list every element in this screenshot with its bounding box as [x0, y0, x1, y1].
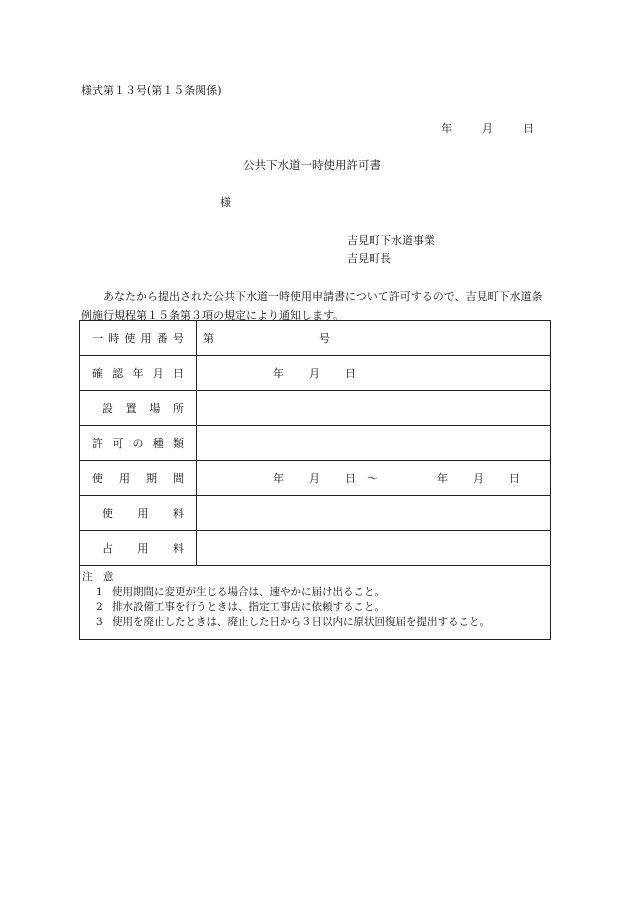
row-label-permit-number: 一時使用番号 — [80, 321, 197, 356]
table-row — [80, 496, 551, 531]
permit-number-suffix: 号 — [319, 332, 330, 345]
period-tilde: ～ — [367, 472, 378, 485]
note-text: 使用期間に変更が生じる場合は、速やかに届け出ること。 — [112, 586, 385, 598]
note-number: 3 — [96, 616, 103, 628]
issuer-title: 吉見町長 — [347, 252, 391, 265]
table-row — [80, 461, 551, 496]
table-row — [80, 356, 551, 391]
permit-number-cell — [197, 321, 551, 356]
issue-date-line — [441, 120, 534, 136]
row-label-usage-period: 使用期間 — [80, 461, 197, 496]
note-text: 使用を廃止したときは、廃止した日から３日以内に原状回復届を提出すること。 — [112, 616, 490, 628]
row-label-occupancy-fee: 占用料 — [80, 531, 197, 566]
note-item — [82, 615, 550, 630]
row-label-confirmation-date: 確認年月日 — [80, 356, 197, 391]
period-end-day-label: 日 — [509, 472, 520, 485]
addressee-suffix: 様 — [220, 196, 231, 209]
form-number: 様式第１３号(第１５条関係) — [81, 84, 222, 97]
notes-heading: 注 意 — [82, 571, 114, 583]
usage-fee-cell — [197, 496, 551, 531]
table-row — [80, 391, 551, 426]
location-cell — [197, 391, 551, 426]
issuer-block — [347, 232, 435, 268]
date-month-label: 月 — [482, 122, 493, 135]
confirmation-month-label: 月 — [309, 367, 320, 380]
period-start-year-label: 年 — [273, 472, 284, 485]
confirmation-date-cell — [197, 356, 551, 391]
date-day-label: 日 — [523, 122, 534, 135]
permit-details-table — [79, 320, 551, 566]
row-label-location: 設置場所 — [80, 391, 197, 426]
usage-period-cell — [197, 461, 551, 496]
issuer-organization: 吉見町下水道事業 — [347, 234, 435, 247]
confirmation-year-label: 年 — [273, 367, 284, 380]
row-label-usage-fee: 使用料 — [80, 496, 197, 531]
table-row — [80, 531, 551, 566]
notes-box — [79, 563, 551, 640]
period-start-day-label: 日 — [345, 472, 356, 485]
occupancy-fee-cell — [197, 531, 551, 566]
table-row — [80, 321, 551, 356]
note-number: 2 — [96, 601, 103, 613]
period-start-month-label: 月 — [309, 472, 320, 485]
note-item — [82, 600, 550, 615]
permit-number-prefix: 第 — [203, 332, 214, 345]
period-end-month-label: 月 — [473, 472, 484, 485]
date-year-label: 年 — [441, 122, 452, 135]
permit-type-cell — [197, 426, 551, 461]
table-row — [80, 426, 551, 461]
note-number: 1 — [96, 586, 103, 598]
confirmation-day-label: 日 — [345, 367, 356, 380]
note-text: 排水設備工事を行うときは、指定工事店に依頼すること。 — [112, 601, 385, 613]
row-label-permit-type: 許可の種類 — [80, 426, 197, 461]
document-title: 公共下水道一時使用許可書 — [243, 158, 381, 172]
notification-body-text: あなたから提出された公共下水道一時使用申請書について許可するので、吉見町下水道条例施行規程第１５条第３項の規定により通知します。 — [81, 290, 543, 322]
period-end-year-label: 年 — [437, 472, 448, 485]
note-item — [82, 585, 550, 600]
